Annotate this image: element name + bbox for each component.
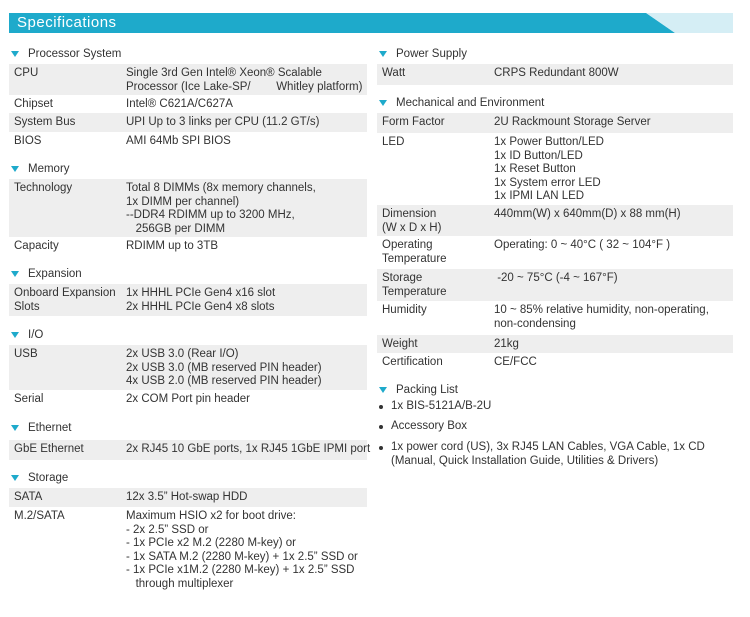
section-processor xyxy=(9,46,121,62)
section-ethernet xyxy=(9,420,71,436)
section-expansion xyxy=(9,266,82,282)
packing-item-text: 1x BIS-5121A/B-2U xyxy=(391,400,492,412)
spec-value: 21kg xyxy=(494,338,519,350)
section-storage xyxy=(9,470,68,486)
spec-value: Operating: 0 ~ 40°C ( 32 ~ 104°F ) xyxy=(494,239,671,251)
spec-label: SATA xyxy=(14,491,43,503)
triangle-bullet-icon xyxy=(11,166,19,172)
spec-label: Form Factor xyxy=(382,116,445,128)
spec-label: Dimension (W x D x H) xyxy=(382,208,442,234)
spec-row-certification xyxy=(377,353,733,372)
spec-label: BIOS xyxy=(14,135,42,147)
section-heading: I/O xyxy=(28,329,44,341)
spec-label: Storage Temperature xyxy=(382,272,447,298)
spec-value: Total 8 DIMMs (8x memory channels, 1x DIMM per channel) --DDR4 RDIMM up to 3200 MHz, 256GB per DIMM xyxy=(126,182,316,235)
triangle-bullet-icon xyxy=(379,51,387,57)
spec-value: Maximum HSIO x2 for boot drive: - 2x 2.5” SSD or - 1x PCIe x2 M.2 (2280 M-key) or - 1x SATA M.2 (2280 M-key) + 1x 2.5” SSD or - 1x PCIe x1M.2 (2280 M-key) + 1x 2.5” SSD through multiplexer xyxy=(126,510,358,590)
spec-value: UPI Up to 3 links per CPU (11.2 GT/s) xyxy=(126,116,320,128)
spec-row-cpu xyxy=(9,64,367,95)
spec-value: AMI 64Mb SPI BIOS xyxy=(126,135,231,147)
triangle-bullet-icon xyxy=(11,332,19,338)
spec-value: Intel® C621A/C627A xyxy=(126,98,233,110)
spec-label: M.2/SATA xyxy=(14,510,65,522)
spec-row-humidity xyxy=(377,301,733,335)
spec-row-m2-sata xyxy=(9,507,367,593)
bullet-dot-icon xyxy=(379,446,383,450)
spec-row-form-factor xyxy=(377,113,733,133)
spec-label: Technology xyxy=(14,182,73,194)
spec-value: 12x 3.5” Hot-swap HDD xyxy=(126,491,248,503)
spec-label: Serial xyxy=(14,393,44,405)
spec-value: 10 ~ 85% relative humidity, non-operating, non-condensing xyxy=(494,304,709,330)
spec-label: Humidity xyxy=(382,304,427,316)
section-heading: Ethernet xyxy=(28,422,72,434)
spec-row-usb xyxy=(9,345,367,390)
spec-value: CE/FCC xyxy=(494,356,537,368)
spec-value: CRPS Redundant 800W xyxy=(494,67,619,79)
spec-row-watt xyxy=(377,64,733,85)
specifications-banner xyxy=(9,13,733,33)
packing-item-text: 1x power cord (US), 3x RJ45 LAN Cables, VGA Cable, 1x CD (Manual, Quick Installation Guide, Utilities & Drivers) xyxy=(391,441,705,467)
packing-item-text: Accessory Box xyxy=(391,420,468,432)
bullet-dot-icon xyxy=(379,405,383,409)
spec-label: System Bus xyxy=(14,116,76,128)
packing-item xyxy=(377,441,705,468)
spec-row-serial xyxy=(9,390,367,410)
section-heading: Memory xyxy=(28,163,70,175)
packing-item xyxy=(377,420,467,434)
banner-background xyxy=(9,13,733,33)
spec-row-weight xyxy=(377,335,733,353)
spec-row-system-bus xyxy=(9,113,367,132)
section-mechanical xyxy=(377,95,544,111)
spec-label: LED xyxy=(382,136,405,148)
section-heading: Processor System xyxy=(28,48,122,60)
spec-label: Weight xyxy=(382,338,418,350)
spec-label: Watt xyxy=(382,67,406,79)
section-packing-list xyxy=(377,382,458,398)
spec-value: 440mm(W) x 640mm(D) x 88 mm(H) xyxy=(494,208,681,220)
spec-value: 2x USB 3.0 (Rear I/O) 2x USB 3.0 (MB reserved PIN header) 4x USB 2.0 (MB reserved PIN header) xyxy=(126,348,322,387)
bullet-dot-icon xyxy=(379,425,383,429)
spec-row-chipset xyxy=(9,95,367,113)
spec-value: 2U Rackmount Storage Server xyxy=(494,116,651,128)
section-heading: Packing List xyxy=(396,384,459,396)
section-io xyxy=(9,327,43,343)
spec-row-storage-temperature xyxy=(377,269,733,301)
spec-value: 1x Power Button/LED 1x ID Button/LED 1x Reset Button 1x System error LED 1x IPMI LAN LED xyxy=(494,136,604,202)
triangle-bullet-icon xyxy=(11,475,19,481)
triangle-bullet-icon xyxy=(379,100,387,106)
spec-value: 2x COM Port pin header xyxy=(126,393,251,405)
section-heading: Mechanical and Environment xyxy=(396,97,545,109)
spec-value: RDIMM up to 3TB xyxy=(126,240,219,252)
spec-row-led xyxy=(377,133,733,205)
spec-label: USB xyxy=(14,348,38,360)
spec-label: Onboard Expansion Slots xyxy=(14,287,116,313)
section-heading: Storage xyxy=(28,472,69,484)
packing-item xyxy=(377,400,491,414)
spec-label: GbE Ethernet xyxy=(14,443,84,455)
section-power-supply xyxy=(377,46,467,62)
spec-value: -20 ~ 75°C (-4 ~ 167°F) xyxy=(494,272,618,284)
section-heading: Expansion xyxy=(28,268,82,280)
triangle-bullet-icon xyxy=(11,51,19,57)
spec-row-technology xyxy=(9,179,367,237)
spec-value: 2x RJ45 10 GbE ports, 1x RJ45 1GbE IPMI port xyxy=(126,443,371,455)
spec-label: Capacity xyxy=(14,240,59,252)
spec-row-onboard-expansion xyxy=(9,284,367,316)
section-heading: Power Supply xyxy=(396,48,467,60)
section-memory xyxy=(9,161,70,177)
spec-value: Single 3rd Gen Intel® Xeon® Scalable Processor (Ice Lake-SP/ Whitley platform) xyxy=(126,67,363,93)
spec-row-operating-temperature xyxy=(377,236,733,269)
spec-label: Operating Temperature xyxy=(382,239,447,265)
spec-value: 1x HHHL PCIe Gen4 x16 slot 2x HHHL PCIe Gen4 x8 slots xyxy=(126,287,276,313)
spec-row-sata xyxy=(9,488,367,507)
spec-row-dimension xyxy=(377,205,733,236)
spec-label: CPU xyxy=(14,67,39,79)
page-title: Specifications xyxy=(17,14,117,31)
spec-row-bios xyxy=(9,132,367,150)
triangle-bullet-icon xyxy=(11,271,19,277)
triangle-bullet-icon xyxy=(11,425,19,431)
triangle-bullet-icon xyxy=(379,387,387,393)
spec-row-gbe-ethernet xyxy=(9,440,371,460)
spec-row-capacity xyxy=(9,237,367,257)
spec-label: Certification xyxy=(382,356,443,368)
spec-label: Chipset xyxy=(14,98,53,110)
